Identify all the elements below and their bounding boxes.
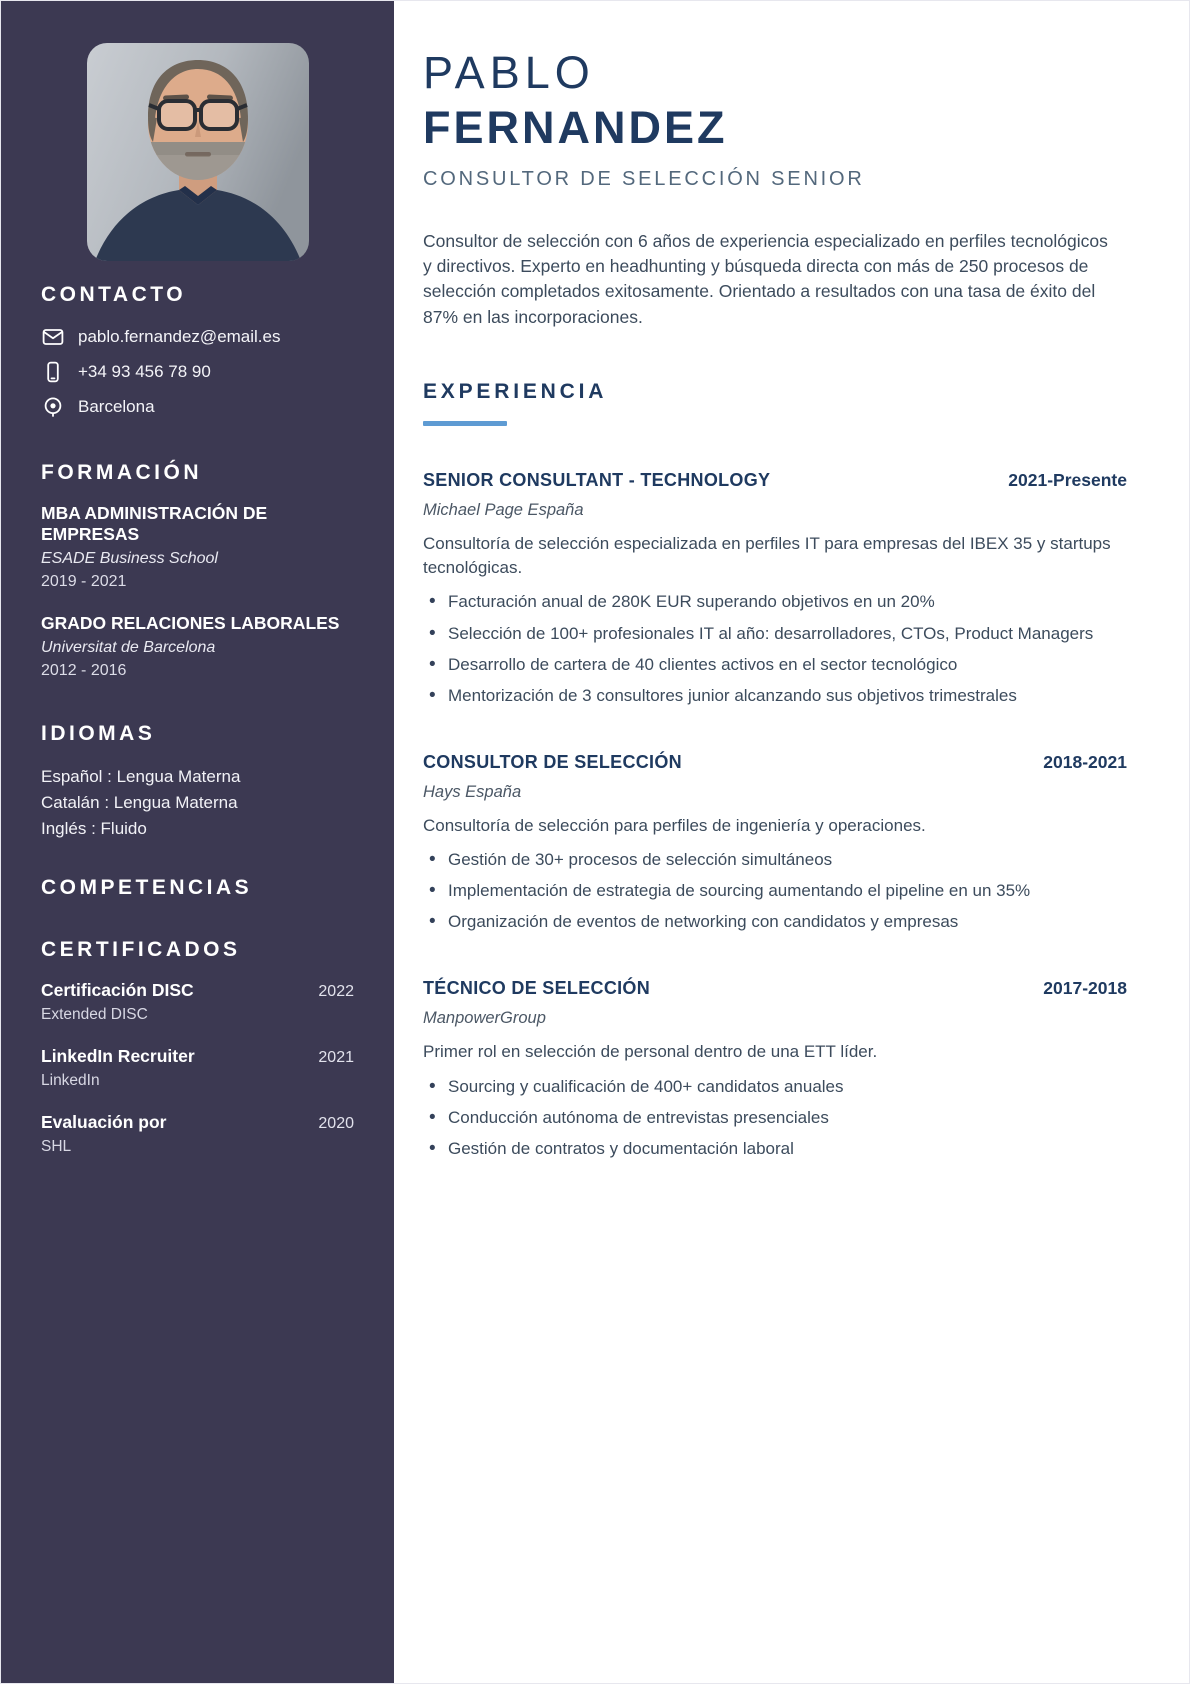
job-bullet: • Selección de 100+ profesionales IT al año: desarrolladores, CTOs, Product Managers: [423, 622, 1113, 646]
job-bullet: • Organización de eventos de networking con candidatos y empresas: [423, 910, 1113, 934]
education-degree: MBA ADMINISTRACIÓN DE EMPRESAS: [41, 503, 268, 544]
language-item: Español : Lengua Materna: [41, 767, 241, 786]
job-bullet: • Gestión de contratos y documentación laboral: [423, 1137, 1113, 1161]
avatar: [87, 43, 309, 261]
job-entry: [423, 752, 1127, 935]
certificate-item: [41, 980, 354, 1024]
languages-section: [41, 722, 354, 842]
contact-location-row: [41, 395, 354, 419]
job-dates: 2017-2018: [1043, 978, 1127, 999]
skills-heading: COMPETENCIAS: [41, 876, 253, 899]
job-description: Consultoría de selección para perfiles de ingeniería y operaciones.: [423, 815, 926, 835]
contact-email-row: [41, 325, 354, 349]
certificate-name: LinkedIn Recruiter: [41, 1046, 195, 1066]
location-icon: [41, 395, 65, 419]
job-bullets: [423, 590, 1113, 708]
contact-email: pablo.fernandez@email.es: [78, 327, 281, 346]
certificate-item: [41, 1112, 354, 1156]
job-bullet: • Facturación anual de 280K EUR superando objetivos en un 20%: [423, 590, 1113, 614]
phone-icon: [41, 360, 65, 384]
job-company: Michael Page España: [423, 501, 584, 520]
candidate-title: CONSULTOR DE SELECCIÓN SENIOR: [423, 168, 865, 190]
job-bullet: • Mentorización de 3 consultores junior alcanzando sus objetivos trimestrales: [423, 684, 1113, 708]
certificate-issuer: LinkedIn: [41, 1072, 100, 1089]
contact-heading: CONTACTO: [41, 283, 187, 306]
education-section: [41, 461, 354, 680]
experience-heading: EXPERIENCIA: [423, 379, 608, 403]
profile-photo: [87, 43, 309, 261]
education-item: [41, 613, 354, 680]
certificate-name: Evaluación por: [41, 1112, 167, 1132]
certificates-section: [41, 938, 354, 1156]
certificates-heading: CERTIFICADOS: [41, 938, 241, 961]
job-title: SENIOR CONSULTANT - TECHNOLOGY: [423, 470, 771, 491]
education-years: 2019 - 2021: [41, 573, 127, 590]
sidebar: [1, 1, 394, 1683]
education-school: ESADE Business School: [41, 550, 218, 567]
job-bullets: [423, 1075, 1113, 1161]
contact-location: Barcelona: [78, 397, 155, 416]
contact-phone: +34 93 456 78 90: [78, 362, 211, 381]
job-dates: 2018-2021: [1043, 751, 1127, 772]
job-company: ManpowerGroup: [423, 1009, 546, 1028]
certificate-year: 2021: [318, 1049, 354, 1066]
job-title: TÉCNICO DE SELECCIÓN: [423, 978, 651, 999]
certificate-name: Certificación DISC: [41, 980, 194, 1000]
education-school: Universitat de Barcelona: [41, 639, 216, 656]
candidate-name: [423, 45, 1127, 155]
experience-underline: [423, 421, 507, 426]
last-name: FERNANDEZ: [423, 102, 728, 153]
education-item: [41, 503, 354, 591]
job-bullets: [423, 848, 1113, 934]
main-content: [394, 1, 1189, 1683]
job-description: Consultoría de selección especializada en perfiles IT para empresas del IBEX 35 y startups tecnológicas.: [423, 534, 1111, 578]
certificate-issuer: Extended DISC: [41, 1006, 148, 1023]
job-bullet: • Sourcing y cualificación de 400+ candidatos anuales: [423, 1075, 1113, 1099]
certificate-issuer: SHL: [41, 1138, 72, 1155]
job-bullet: • Desarrollo de cartera de 40 clientes activos en el sector tecnológico: [423, 653, 1113, 677]
profile-summary: Consultor de selección con 6 años de experiencia especializado en perfiles tecnológicos y directivos. Experto en headhunting y búsqueda directa con más de 250 procesos de selección completados exitosamente. Orientado a resultados con una tasa de éxito del 87% en las incorporaciones.: [423, 231, 1108, 327]
certificate-year: 2020: [318, 1115, 354, 1132]
job-description: Primer rol en selección de personal dentro de una ETT líder.: [423, 1042, 878, 1062]
contact-section: [41, 283, 354, 419]
skills-section: [41, 876, 354, 900]
languages-heading: IDIOMAS: [41, 722, 156, 745]
first-name: PABLO: [423, 47, 595, 98]
job-bullet: • Gestión de 30+ procesos de selección simultáneos: [423, 848, 1113, 872]
contact-phone-row: [41, 360, 354, 384]
education-years: 2012 - 2016: [41, 662, 127, 679]
language-item: Inglés : Fluido: [41, 819, 147, 838]
job-entry: [423, 978, 1127, 1161]
job-company: Hays España: [423, 782, 522, 801]
mail-icon: [41, 325, 65, 349]
job-title: CONSULTOR DE SELECCIÓN: [423, 751, 682, 772]
language-item: Catalán : Lengua Materna: [41, 793, 238, 812]
education-degree: GRADO RELACIONES LABORALES: [41, 613, 340, 633]
certificate-item: [41, 1046, 354, 1090]
job-entry: [423, 470, 1127, 708]
certificate-year: 2022: [318, 983, 354, 1000]
education-heading: FORMACIÓN: [41, 461, 202, 484]
job-dates: 2021-Presente: [1008, 470, 1127, 491]
job-bullet: • Conducción autónoma de entrevistas presenciales: [423, 1106, 1113, 1130]
job-bullet: • Implementación de estrategia de sourcing aumentando el pipeline en un 35%: [423, 879, 1113, 903]
